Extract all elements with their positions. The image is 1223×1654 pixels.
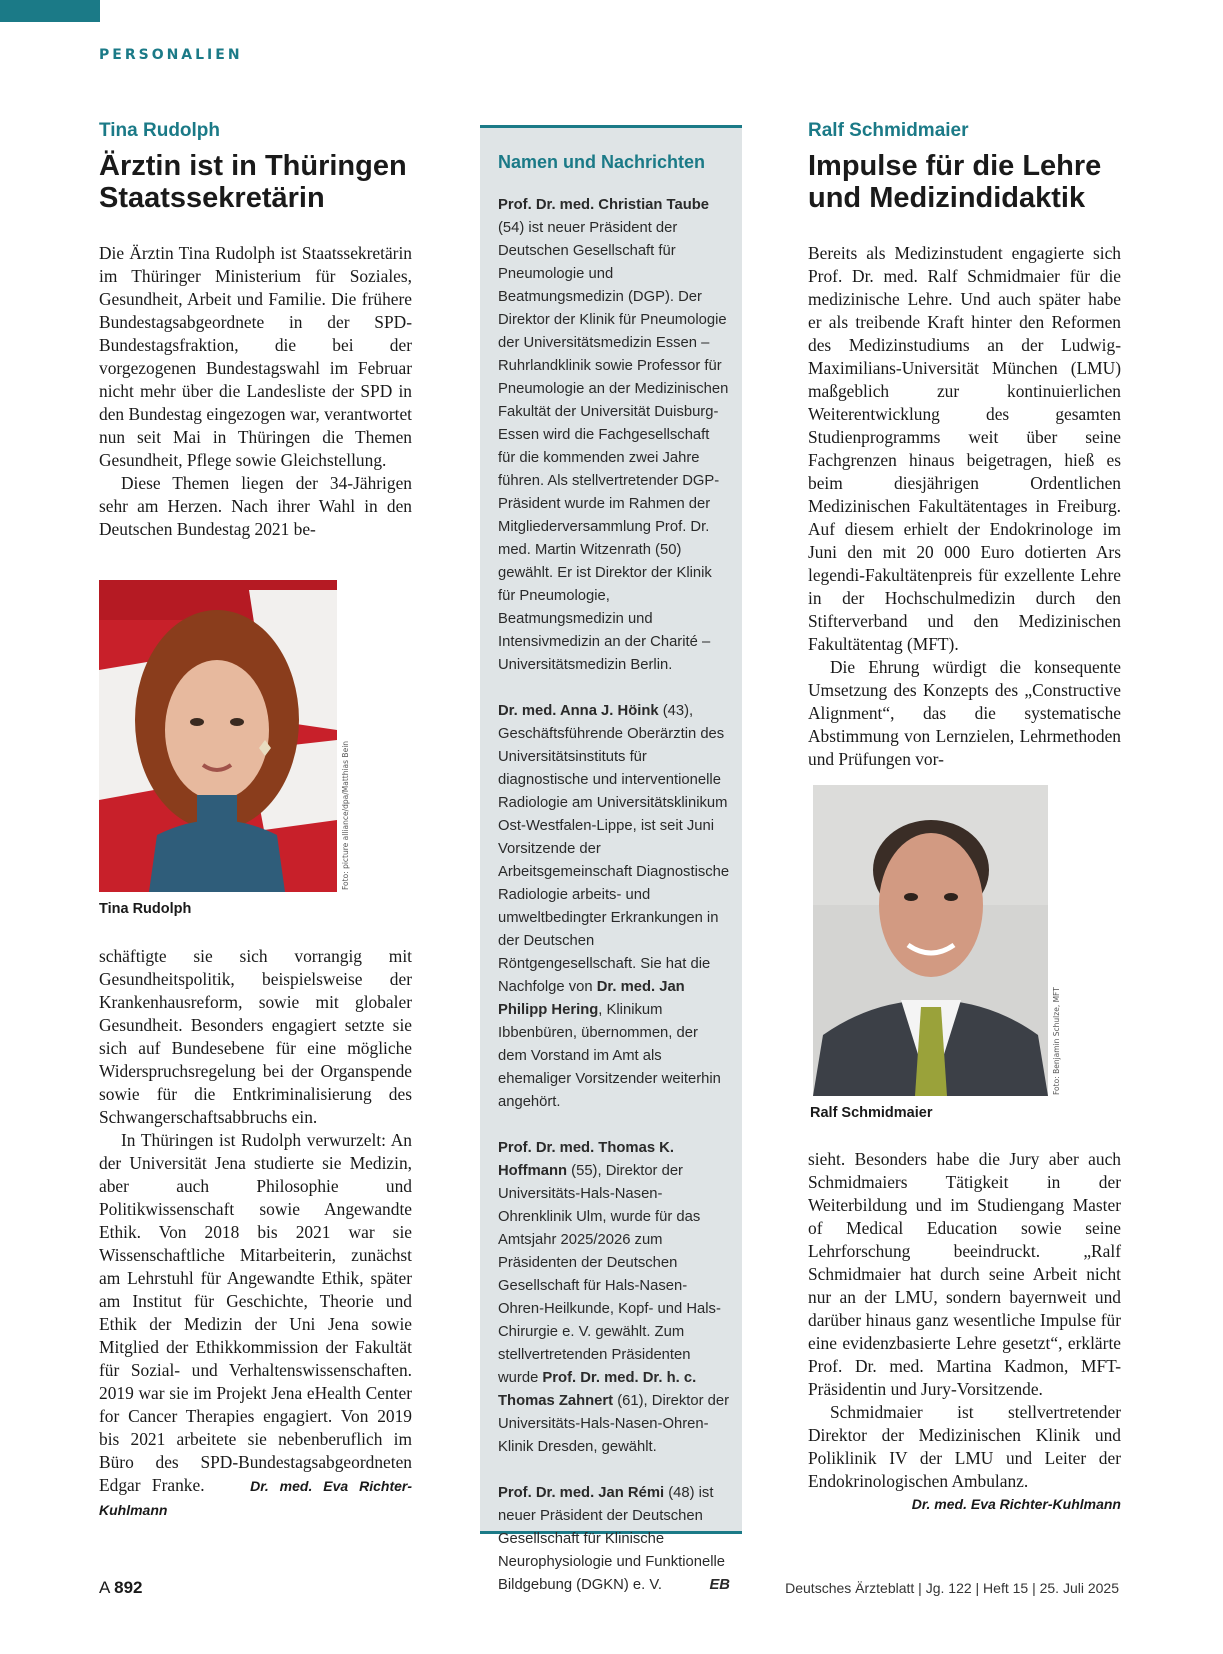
article-left	[99, 120, 412, 541]
photo-caption-left: Tina Rudolph	[99, 901, 192, 917]
entry-text: , Klinikum Ibbenbüren, übernommen, der dem Vorstand im Amt als ehemaliger Vorsitzender weiterhin angehört.	[498, 1002, 721, 1110]
article-left-body-top	[99, 242, 412, 541]
article-right	[808, 120, 1121, 771]
paragraph: Die Ehrung würdigt die konsequente Umsetzung des Konzepts des „Constructive Alignment“, das die systematische Abstimmung von Lernzielen, Lehrmethoden und Prüfungen vor-	[808, 657, 1121, 769]
entry-name: Prof. Dr. med. Dr. h. c. Thomas Zahnert	[498, 1370, 697, 1409]
headline-line: Staatssekretärin	[99, 182, 325, 214]
entry-name: Dr. med. Jan Philipp Hering	[498, 979, 685, 1018]
top-accent-bar	[0, 0, 100, 22]
paragraph: Diese Themen liegen der 34-Jährigen sehr am Herzen. Nach ihrer Wahl in den Deutschen Bundestag 2021 be-	[99, 473, 412, 539]
article-right-headline	[808, 150, 1121, 214]
page-number	[99, 1578, 143, 1598]
paragraph: Bereits als Medizinstudent engagierte sich Prof. Dr. med. Ralf Schmidmaier für die medizinische Lehre. Und auch später habe er als treibende Kraft hinter den Reformen des Medizinstudiums an der Ludwig-Maximilians-Universität München (LMU) maßgeblich zur kontinuierlichen Weiterentwicklung des gesamten Studienprogramms weit über seine Fachgrenzen hinaus beigetragen, hieß es beim diesjährigen Ordentlichen Medizinischen Fakultätentages in Freiburg. Auf diesem erhielt der Endokrinologe im Juni den mit 20 000 Euro dotierten Ars legendi-Fakultätenpreis für exzellente Lehre in der Hochschulmedizin durch den Stifterverband und den Medizinischen Fakultätentag (MFT).	[808, 243, 1121, 654]
portrait-man-image	[813, 785, 1048, 1096]
photo-credit-right: Foto: Benjamin Schulze, MFT	[1052, 987, 1061, 1095]
portrait-woman-image	[99, 580, 337, 892]
news-sidebar	[480, 125, 742, 1593]
paragraph: sieht. Besonders habe die Jury aber auch Schmidmaiers Tätigkeit in der Weiterbildung und im Studiengang Master of Medical Education sowie seine Lehrforschung beeindruckt. „Ralf Schmidmaier hat durch seine Arbeit nicht nur an der LMU, sondern bayernweit und darüber hinaus ganz wesentliche Impulse für eine evidenzbasierte Lehre gesetzt“, erklärte Prof. Dr. med. Martina Kadmon, MFT-Präsidentin und Jury-Vorsitzende.	[808, 1149, 1121, 1399]
entry-text: (48) ist neuer Präsident der Deutschen Gesellschaft für Klinische Neurophysiologie und Funktionelle Bildgebung (DGKN) e. V.	[498, 1485, 726, 1593]
paragraph: schäftigte sie sich vorrangig mit Gesundheitspolitik, beispielsweise der Krankenhausreform, sowie mit globaler Gesundheit. Besonders engagiert setzte sie sich auf Bundesebene für eine mögliche Widerspruchsregelung bei der Organspende sowie für die Entkriminalisierung des Schwangerschaftsabbruchs ein.	[99, 946, 412, 1127]
sidebar-title: Namen und Nachrichten	[498, 152, 706, 172]
sidebar-signature: EB	[709, 1577, 730, 1593]
entry-text: (55), Direktor der Universitäts-Hals-Nasen-Ohrenklinik Ulm, wurde für das Amtsjahr 2025/2026 zum Präsidenten der Deutschen Gesellschaft für Hals-Nasen-Ohren-Heilkunde, Kopf- und Hals-Chirurgie e. V. gewählt. Zum stellvertretenden Präsidenten wurde	[498, 1163, 721, 1386]
headline-line: Impulse für die Lehre	[808, 150, 1102, 182]
entry-name: Prof. Dr. med. Jan Rémi	[498, 1485, 665, 1501]
page-number-value: 892	[114, 1578, 143, 1597]
journal-info: Deutsches Ärzteblatt | Jg. 122 | Heft 15 | 25. Juli 2025	[785, 1580, 1119, 1596]
article-right-body-bottom	[808, 1148, 1121, 1516]
article-left-body-bottom	[99, 945, 412, 1522]
photo-caption-right: Ralf Schmidmaier	[810, 1105, 933, 1121]
headline-line: und Medizindidaktik	[808, 182, 1086, 214]
entry-text: (61), Direktor der Universitäts-Hals-Nasen-Ohren-Klinik Dresden, gewählt.	[498, 1393, 730, 1455]
page-prefix: A	[99, 1578, 110, 1597]
headline-line: Ärztin ist in Thüringen	[99, 150, 407, 182]
article-right-body-top	[808, 242, 1121, 771]
section-label: PERSONALIEN	[99, 47, 243, 63]
news-entry	[498, 700, 730, 1114]
photo-credit-left: Foto: picture alliance/dpa/Matthias Bein	[341, 740, 350, 890]
photo-ralf-schmidmaier	[813, 785, 1048, 1096]
sidebar-entries	[498, 194, 730, 1620]
article-left-kicker: Tina Rudolph	[99, 120, 221, 141]
entry-name: Prof. Dr. med. Christian Taube	[498, 197, 710, 213]
entry-name: Prof. Dr. med. Thomas K. Hoffmann	[498, 1140, 674, 1179]
news-entry	[498, 194, 730, 677]
author-byline: Dr. med. Eva Richter-Kuhlmann	[911, 1496, 1121, 1512]
photo-tina-rudolph	[99, 580, 337, 892]
news-entry	[498, 1137, 730, 1459]
article-left-headline	[99, 150, 412, 214]
paragraph: Die Ärztin Tina Rudolph ist Staatssekretärin im Thüringer Ministerium für Soziales, Gesundheit, Arbeit und Familie. Die frühere Bundestagsabgeordnete in der SPD-Bundestagsfraktion, die bei der vorgezogenen Bundestagswahl im Februar nicht mehr über die Landesliste der SPD in den Bundestag eingezogen war, verantwortet nun seit Mai in Thüringen die Themen Gesundheit, Pflege sowie Gleichstellung.	[99, 243, 412, 470]
author-byline: Dr. med. Eva Richter-Kuhlmann	[99, 1478, 413, 1518]
entry-name: Dr. med. Anna J. Höink	[498, 703, 659, 719]
paragraph	[99, 1129, 412, 1522]
paragraph-text: In Thüringen ist Rudolph verwurzelt: An der Universität Jena studierte sie Medizin, aber auch Philosophie und Politikwissenschaft sowie Angewandte Ethik. Von 2018 bis 2021 war sie Wissenschaftliche Mitarbeiterin, zunächst am Lehrstuhl für Angewandte Ethik, später am Institut für Geschichte, Theorie und Ethik der Medizin der Uni Jena sowie Mitglied der Ethikkommission der Fakultät für Sozial- und Verhaltenswissenschaften. 2019 war sie im Projekt Jena eHealth Center for Cancer Therapies engagiert. Von 2019 bis 2021 arbeitete sie nebenberuflich im Büro des SPD-Bundestagsabgeordneten Edgar Franke.	[99, 1130, 412, 1495]
entry-text: (54) ist neuer Präsident der Deutschen Gesellschaft für Pneumologie und Beatmungsmedizin (DGP). Der Direktor der Klinik für Pneumologie der Universitätsmedizin Essen – Ruhrlandklinik sowie Professor für Pneumologie an der Medizinischen Fakultät der Universität Duisburg-Essen wird die Fachgesellschaft für die kommenden zwei Jahre führen. Als stellvertretender DGP-Präsident wurde im Rahmen der Mitgliederversammlung Prof. Dr. med. Martin Witzenrath (50) gewählt. Er ist Direktor der Klinik für Pneumologie, Beatmungsmedizin und Intensivmedizin an der Charité – Universitätsmedizin Berlin.	[498, 220, 729, 673]
paragraph: Schmidmaier ist stellvertretender Direktor der Medizinischen Klinik und Poliklinik IV der LMU und Leiter der Endokrinologischen Ambulanz.	[808, 1402, 1121, 1491]
article-right-kicker: Ralf Schmidmaier	[808, 120, 969, 141]
entry-text: (43), Geschäftsführende Oberärztin des Universitätsinstituts für diagnostische und interventionelle Radiologie am Universitätsklinikum Ost-Westfalen-Lippe, ist seit Juni Vorsitzende der Arbeitsgemeinschaft Diagnostische Radiologie arbeits- und umweltbedingter Erkrankungen in der Deutschen Röntgengesellschaft. Sie hat die Nachfolge von	[498, 703, 730, 995]
news-entry	[498, 1482, 730, 1597]
